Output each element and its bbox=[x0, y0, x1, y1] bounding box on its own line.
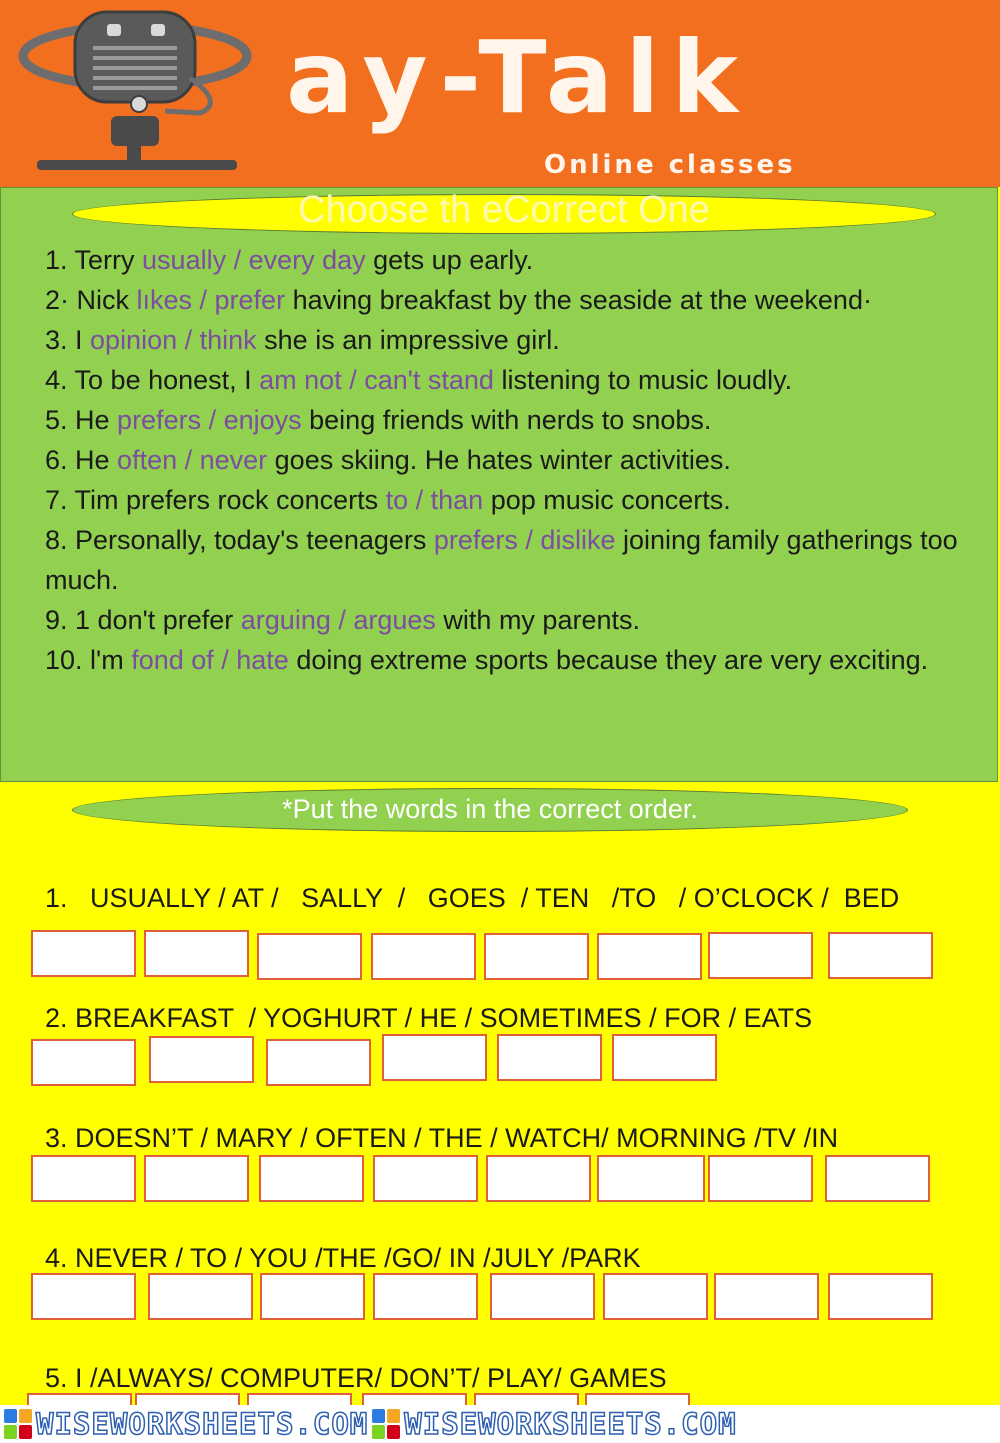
answer-box[interactable] bbox=[490, 1273, 595, 1320]
answer-box[interactable] bbox=[828, 932, 933, 979]
question-item bbox=[45, 320, 985, 360]
answer-options[interactable]: lıkes / prefer bbox=[136, 285, 286, 315]
question-item bbox=[45, 240, 985, 280]
question-text: 2· Nick bbox=[45, 285, 137, 315]
answer-box[interactable] bbox=[828, 1273, 933, 1320]
answer-box[interactable] bbox=[31, 1155, 136, 1202]
header-banner bbox=[0, 0, 1000, 187]
answer-box[interactable] bbox=[31, 1039, 136, 1086]
watermark-text: WISEWORKSHEETS.COM bbox=[404, 1407, 737, 1441]
question-text: 6. He bbox=[45, 445, 118, 475]
answer-box[interactable] bbox=[144, 930, 249, 977]
question-text: pop music concerts. bbox=[483, 485, 731, 515]
answer-box[interactable] bbox=[373, 1155, 478, 1202]
answer-box[interactable] bbox=[382, 1034, 487, 1081]
answer-options[interactable]: prefers / dislike bbox=[433, 525, 616, 555]
footer-watermark bbox=[0, 1405, 1000, 1443]
answer-box[interactable] bbox=[825, 1155, 930, 1202]
answer-options[interactable]: often / never bbox=[117, 445, 268, 475]
answer-box[interactable] bbox=[486, 1155, 591, 1202]
question-text: 3. I bbox=[45, 325, 91, 355]
question-item bbox=[45, 520, 985, 600]
wiseworksheets-logo-icon bbox=[4, 1409, 32, 1439]
question-text: being friends with nerds to snobs. bbox=[301, 405, 712, 435]
question-text: 9. 1 don't prefer bbox=[45, 605, 241, 635]
answer-options[interactable]: prefers / enjoys bbox=[117, 405, 302, 435]
question-text: having breakfast by the seaside at the weekend· bbox=[285, 285, 872, 315]
brand-name: ay-Talk bbox=[286, 19, 750, 136]
answer-box[interactable] bbox=[497, 1034, 602, 1081]
answer-box[interactable] bbox=[149, 1036, 254, 1083]
question-item bbox=[45, 440, 985, 480]
exercise2-title: *Put the words in the correct order. bbox=[282, 794, 698, 824]
question-text: 8. Personally, today's teenagers bbox=[45, 525, 434, 555]
question-text: 10. l'm bbox=[45, 645, 132, 675]
answer-box[interactable] bbox=[708, 932, 813, 979]
exercise1-title-banner bbox=[72, 189, 936, 234]
microphone-icon bbox=[15, 8, 255, 173]
question-text: doing extreme sports because they are very exciting. bbox=[288, 645, 929, 675]
answer-box[interactable] bbox=[257, 933, 362, 980]
answer-box[interactable] bbox=[260, 1273, 365, 1320]
answer-box[interactable] bbox=[714, 1273, 819, 1320]
answer-options[interactable]: usually / every day bbox=[142, 245, 366, 275]
answer-box[interactable] bbox=[259, 1155, 364, 1202]
question-text: listening to music loudly. bbox=[493, 365, 793, 395]
answer-box[interactable] bbox=[708, 1155, 813, 1202]
answer-box[interactable] bbox=[603, 1273, 708, 1320]
question-text: 5. He bbox=[45, 405, 118, 435]
word-order-prompt: 2. BREAKFAST / YOGHURT / HE / SOMETIMES / FOR / EATS bbox=[45, 1003, 813, 1033]
word-order-prompt: 3. DOESN’T / MARY / OFTEN / THE / WATCH/ MORNING /TV /IN bbox=[45, 1123, 839, 1153]
question-text: with my parents. bbox=[435, 605, 640, 635]
answer-options[interactable]: to / than bbox=[385, 485, 484, 515]
question-text: 1. Terry bbox=[45, 245, 143, 275]
answer-options[interactable]: opinion / think bbox=[90, 325, 257, 355]
watermark-text: WISEWORKSHEETS.COM bbox=[36, 1407, 369, 1441]
answer-box[interactable] bbox=[144, 1155, 249, 1202]
question-item bbox=[45, 280, 985, 320]
answer-box[interactable] bbox=[31, 930, 136, 977]
question-text: she is an impressive girl. bbox=[256, 325, 560, 355]
answer-box[interactable] bbox=[597, 933, 702, 980]
question-text: joining family gatherings too much. bbox=[45, 525, 958, 595]
exercise1-question-list bbox=[45, 240, 985, 680]
question-text: goes skiing. He hates winter activities. bbox=[267, 445, 731, 475]
question-text: 4. To be honest, I bbox=[45, 365, 260, 395]
exercise1-title: Choose th eCorrect One bbox=[298, 189, 710, 231]
answer-options[interactable]: am not / can't stand bbox=[259, 365, 494, 395]
word-order-prompt: 5. I /ALWAYS/ COMPUTER/ DON’T/ PLAY/ GAMES bbox=[45, 1363, 667, 1393]
answer-box[interactable] bbox=[148, 1273, 253, 1320]
exercise2-title-banner bbox=[72, 788, 908, 832]
answer-box[interactable] bbox=[266, 1039, 371, 1086]
question-text: gets up early. bbox=[365, 245, 534, 275]
question-item bbox=[45, 640, 985, 680]
question-item bbox=[45, 600, 985, 640]
answer-box[interactable] bbox=[612, 1034, 717, 1081]
answer-box[interactable] bbox=[373, 1273, 478, 1320]
word-order-prompt: 1. USUALLY / AT / SALLY / GOES / TEN /TO / O’CLOCK / BED bbox=[45, 883, 900, 913]
word-order-prompt: 4. NEVER / TO / YOU /THE /GO/ IN /JULY /PARK bbox=[45, 1243, 641, 1273]
answer-box[interactable] bbox=[484, 933, 589, 980]
answer-box[interactable] bbox=[31, 1273, 136, 1320]
answer-options[interactable]: fond of / hate bbox=[131, 645, 289, 675]
answer-box[interactable] bbox=[597, 1155, 705, 1202]
answer-options[interactable]: arguing / argues bbox=[240, 605, 436, 635]
question-item bbox=[45, 480, 985, 520]
brand-tagline: Online classes bbox=[544, 150, 796, 180]
wiseworksheets-logo-icon bbox=[372, 1409, 400, 1439]
answer-box[interactable] bbox=[371, 933, 476, 980]
question-text: 7. Tim prefers rock concerts bbox=[45, 485, 386, 515]
question-item bbox=[45, 360, 985, 400]
question-item bbox=[45, 400, 985, 440]
